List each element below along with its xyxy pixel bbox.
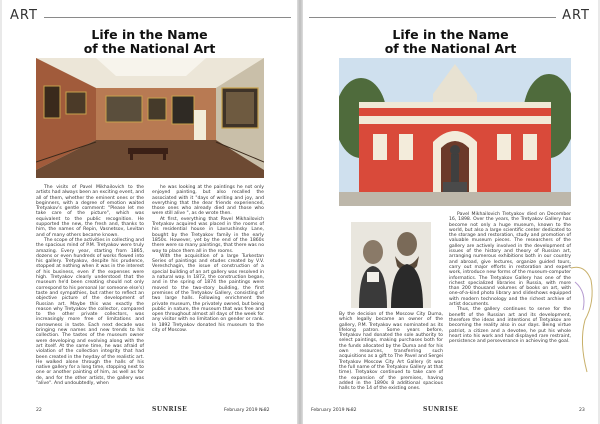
left-page — [2, 0, 297, 424]
page-number: 22 — [36, 408, 42, 413]
section-label: ART — [10, 8, 38, 23]
article-title: Life in the Name of the National Art — [83, 27, 216, 56]
tretyakov-portrait-photo — [351, 222, 431, 308]
column-1: The visits of Pavel Mikhailovich to the artists had always been an exciting event, and all of them, whether the eminent ones or the beginners, with a degree of emotion waited Tretyakov's gentle comment: "Please let me take care of the picture", which was equivalent to the public recognition. He supported the new, the fresh and, thanks to him, the names of Repin, Vasnetsov, Levitan and of many others became known. The scope of the activities in collecting and the spacious mind of P.M. Tretyakov were truly amazing. Every year, starting from 1865, dozens or even hundreds of works flowed into his gallery. Tretyakov, despite his prudence, stopped at nothing when it was in the interest of his business, even if the expenses were high. Tretyakov clearly understood that the museum he'd been creating should not only correspond to his personal (or someone else's) taste and sympathies, but rather to reflect an objective picture of the development of Russian art. Maybe this was exactly the reason why Tretyakov the collector, compared to the other private collectors, was increasingly more free of limitations and narrowness in taste. Each next decade was bringing new names and new trends to his collection. The tastes of the museum owner were developing and evolving along with the art itself. At the same time, he was afraid of violation of the collection integrity that had been created in the heyday of the realistic art. He walked alone through the halls of his native gallery for a long time, stopping next to one or another painting of him, as well as for de, and for the other artists, the gallery was "alive". And undoubtedly, when — [36, 185, 144, 386]
header-rule — [309, 17, 556, 18]
article-title: Life in the Name of the National Art — [384, 27, 517, 56]
section-label: ART — [562, 8, 590, 23]
magazine-logo: SUNRISE — [423, 406, 459, 413]
portrait-caption-column: By the decision of the Moscow City Duma, which legally became an owner of the gallery, P.M. Tretyakov was nominated as its lifelong patron. Some years before, Tretyakov had donated the sole authority to select paintings, making purchases both for the funds allocated by the Duma and for his own resources, transferring such acquisitions as a gift to The Pavel and Sergei Tretyakov Moscow City Art Gallery (it was the full name of the Tretyakov Gallery at that time). Tretyakov continued to take care of the expansion of the premises, having added in the 1890s 8 additional spacious halls to the 14 of the existing ones. — [339, 312, 443, 392]
column-2: Pavel Mikhailovich Tretyakov died on December 16, 1898. Over the years, the Tretyakov Gallery has become not only a huge museum, known to the world, but also a large scientific center dedicated to the storage and restoration, study and promotion of valuable museum pieces. The researchers of the gallery are actively involved in the development of issues of the history and theory of Russian art, arranging numerous exhibitions both in our country and abroad, give lectures, organize guided tours, carry out major efforts in restoration and expert work, introduce new forms of the museum-computer informatics. The Tretyakov Gallery has one of the richest specialized libraries in Russia, with more than 200 thousand volumes of books on art, with one-of-a-kind photo library and slideshows equipped with modern technology and the richest archive of artist documents. Thus, the gallery continues to serve for the benefit of the Russian art and its development, therefore the ideas and intentions of Tretyakov are becoming the reality also in our days. Being virtue patriot, a citizen and a devotee, he put his whole heart into his work and had displayed rare restraint, persistence and perseverance in achieving the goal. — [449, 212, 571, 345]
sketch-illustration — [565, 262, 598, 386]
page-number: 23 — [579, 408, 585, 413]
gallery-hall-photo — [36, 58, 264, 178]
header-rule — [44, 17, 291, 18]
column-2: he was looking at the paintings he not only enjoyed painting, but also recalled the associated with it "days of writing and joy, and everything that the dear friends experienced, those ones who already died and those who were still alive ", as de wrote then. At first, everything that Pavel Mikhailovich Tretyakov acquired was placed in the rooms of his residential house in Lavrushinsky Lane, bought by the Tretyakov family in the early 1850s. However, yet by the end of the 1860s there were so many paintings, that there was no way to place them all in the rooms. With the acquisition of a large Turkestan Series of paintings and etudes created by V.V. Vereshchagin, the issue of construction of a special building of an art gallery was resolved in a natural way. In 1872, the construction began, and in the spring of 1874 the paintings were moved to the two-story building, the first premises of the Tretyakov Gallery, consisting of two large halls. Following enrichment the private museum, the privately owned, but being public in nature, the museum that was free and open throughout almost all days of the week for any visitor with no limitation on gender or rank. In 1892 Tretyakov donated his museum to the city of Moscow. — [152, 185, 265, 334]
issue-label: February 2019 №82 — [311, 408, 357, 413]
right-page — [303, 0, 598, 424]
issue-label: February 2019 №82 — [224, 408, 270, 413]
magazine-logo: SUNRISE — [152, 406, 188, 413]
tretyakov-gallery-facade-photo — [339, 58, 571, 206]
